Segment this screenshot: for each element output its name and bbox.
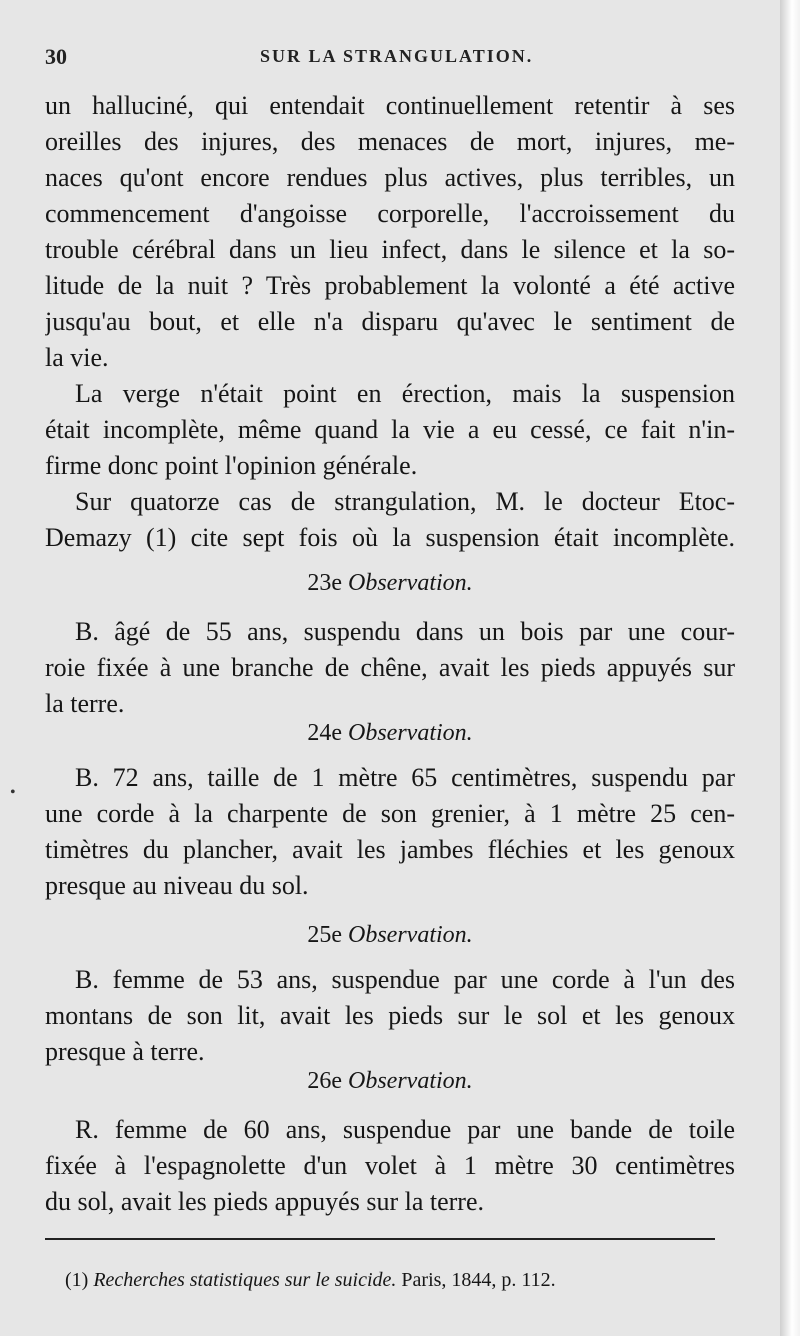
page-number: 30 [45,44,67,69]
observation-heading [0,716,780,750]
text-line: roie fixée à une branche de chêne, avait les pieds appuyés sur [45,653,735,682]
text-line: trouble cérébral dans un lieu infect, dans le silence et la so- [45,235,735,264]
text-line: était incomplète, même quand la vie a eu cessé, ce fait n'in- [45,415,735,444]
footnote-marker: (1) [65,1269,89,1291]
observation-label: Observation. [348,1068,473,1094]
observation-number: 26e [307,1068,342,1094]
text-line: B. 72 ans, taille de 1 mètre 65 centimètres, suspendu par [75,763,735,792]
text-line: la vie. [45,343,109,372]
text-line: jusqu'au bout, et elle n'a disparu qu'avec le sentiment de [45,307,735,336]
text-line: du sol, avait les pieds appuyés sur la terre. [45,1187,484,1216]
page-header [45,44,725,74]
footnote-rule [45,1238,715,1240]
text-line: la terre. [45,689,125,718]
text-line: Sur quatorze cas de strangulation, M. le docteur Etoc- [75,487,735,516]
text-line: naces qu'ont encore rendues plus actives, plus terribles, un [45,163,735,192]
text-line: presque à terre. [45,1037,205,1066]
observation-number: 24e [307,720,342,746]
footnote-reference: Paris, 1844, p. 112. [401,1269,556,1291]
footnote [65,1266,725,1294]
text-line: R. femme de 60 ans, suspendue par une bande de toile [75,1115,735,1144]
text-line: montans de son lit, avait les pieds sur le sol et les genoux [45,1001,735,1030]
text-line: Demazy (1) cite sept fois où la suspension était incomplète. [45,523,735,552]
text-line: La verge n'était point en érection, mais la suspension [75,379,735,408]
text-line: une corde à la charpente de son grenier, à 1 mètre 25 cen- [45,799,735,828]
observation-label: Observation. [348,570,473,596]
observation-heading [0,1064,780,1098]
text-line: presque au niveau du sol. [45,871,309,900]
running-title: SUR LA STRANGULATION. [260,46,534,66]
page-edge [780,0,800,1336]
text-line: firme donc point l'opinion générale. [45,451,418,480]
text-line: B. âgé de 55 ans, suspendu dans un bois par une cour- [75,617,735,646]
text-line: oreilles des injures, des menaces de mort, injures, me- [45,127,735,156]
margin-mark: • [10,784,16,801]
observation-number: 23e [307,570,342,596]
footnote-title: Recherches statistiques sur le suicide. [93,1269,397,1291]
text-line: litude de la nuit ? Très probablement la volonté a été active [45,271,735,300]
text-line: un halluciné, qui entendait continuellement retentir à ses [45,91,735,120]
observation-heading [0,918,780,952]
observation-label: Observation. [348,922,473,948]
text-line: B. femme de 53 ans, suspendue par une corde à l'un des [75,965,735,994]
text-line: fixée à l'espagnolette d'un volet à 1 mètre 30 centimètres [45,1151,735,1180]
observation-number: 25e [307,922,342,948]
observation-label: Observation. [348,720,473,746]
text-line: commencement d'angoisse corporelle, l'accroissement du [45,199,735,228]
text-line: timètres du plancher, avait les jambes fléchies et les genoux [45,835,735,864]
observation-heading [0,566,780,600]
